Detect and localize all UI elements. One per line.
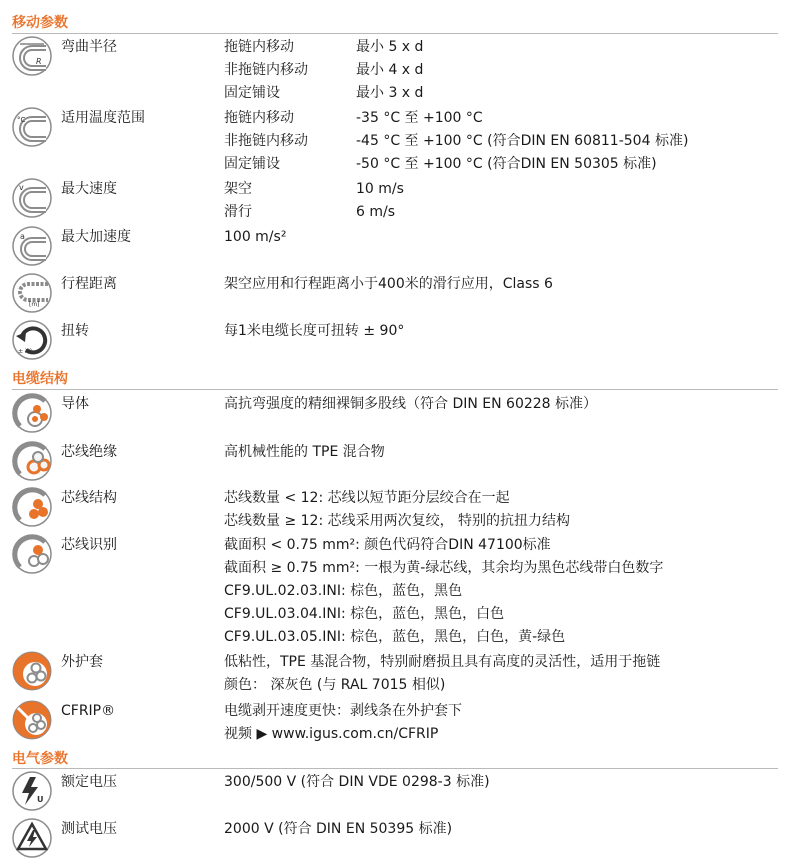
acceleration-icon <box>12 226 52 266</box>
param-value: 架空应用和行程距离小于400米的滑行应用，Class 6 <box>224 276 553 292</box>
param-label: 弯曲半径 <box>61 39 117 55</box>
svg-text:a: a <box>20 232 25 241</box>
param-value: 高抗弯强度的精细裸铜多股线（符合 DIN EN 60228 标准） <box>224 396 598 412</box>
param-key: 非拖链内移动 <box>224 62 308 78</box>
param-value: 低粘性，TPE 基混合物，特别耐磨损且具有高度的灵活性，适用于拖链 <box>224 654 661 670</box>
section-title-structure: 电缆结构 <box>12 371 68 387</box>
section-divider <box>12 768 778 769</box>
param-value: 最小 5 x d <box>356 39 424 55</box>
param-value: 6 m/s <box>356 204 396 220</box>
rated-voltage-icon <box>12 771 52 811</box>
section-title-electrical: 电气参数 <box>12 751 68 767</box>
param-label: 芯线识别 <box>61 537 117 553</box>
param-label: 额定电压 <box>61 774 117 790</box>
svg-text:± X°: ± X° <box>18 348 33 355</box>
param-value: -45 °C 至 +100 °C (符合DIN EN 60811-504 标准) <box>356 133 689 149</box>
param-key: 拖链内移动 <box>224 110 294 126</box>
section-divider <box>12 33 778 34</box>
section-divider <box>12 389 778 390</box>
param-value: 高机械性能的 TPE 混合物 <box>224 444 385 460</box>
param-label: 适用温度范围 <box>61 110 145 126</box>
bend-radius-icon <box>12 36 52 76</box>
speed-icon <box>12 178 52 218</box>
param-key: 滑行 <box>224 204 252 220</box>
param-value: CF9.UL.03.04.INI: 棕色，蓝色，黑色，白色 <box>224 606 505 622</box>
param-value: 2000 V (符合 DIN EN 50395 标准) <box>224 821 453 837</box>
param-value: 10 m/s <box>356 181 404 197</box>
param-label: 芯线结构 <box>61 490 117 506</box>
svg-text:U: U <box>37 795 44 804</box>
param-key: 固定铺设 <box>224 85 280 101</box>
conductor-icon <box>12 393 52 433</box>
param-value: 最小 3 x d <box>356 85 424 101</box>
param-label: 最大加速度 <box>61 229 131 245</box>
torsion-icon <box>12 320 52 360</box>
param-label: 扭转 <box>61 323 89 339</box>
param-key: 固定铺设 <box>224 156 280 172</box>
param-value: 芯线数量 < 12: 芯线以短节距分层绞合在一起 <box>224 490 510 506</box>
param-value: 100 m/s² <box>224 229 287 245</box>
param-key: 架空 <box>224 181 252 197</box>
param-label: 行程距离 <box>61 276 117 292</box>
param-value: 300/500 V (符合 DIN VDE 0298-3 标准) <box>224 774 490 790</box>
temperature-icon <box>12 107 52 147</box>
param-label: CFRIP® <box>61 703 116 719</box>
cfrip-icon <box>12 700 52 740</box>
param-label: 芯线绝缘 <box>61 444 117 460</box>
param-value: 截面积 < 0.75 mm²: 颜色代码符合DIN 47100标准 <box>224 537 551 553</box>
cfrip-video-link[interactable]: 视频 ▶ www.igus.com.cn/CFRIP <box>224 726 439 742</box>
svg-text:°C: °C <box>17 116 26 124</box>
section-title-movement: 移动参数 <box>12 15 68 31</box>
param-value: 截面积 ≥ 0.75 mm²: 一根为黄-绿芯线，其余均为黑色芯线带白色数字 <box>224 560 664 576</box>
core-identification-icon <box>12 534 52 574</box>
param-key: 非拖链内移动 <box>224 133 308 149</box>
param-value: 最小 4 x d <box>356 62 424 78</box>
param-value: 电缆剥开速度更快：剥线条在外护套下 <box>224 703 462 719</box>
param-value: CF9.UL.03.05.INI: 棕色，蓝色，黑色，白色，黄-绿色 <box>224 629 566 645</box>
param-label: 导体 <box>61 396 89 412</box>
param-value: -35 °C 至 +100 °C <box>356 110 483 126</box>
outer-jacket-icon <box>12 651 52 691</box>
param-value: 芯线数量 ≥ 12: 芯线采用两次复绞， 特别的抗扭力结构 <box>224 513 571 529</box>
param-key: 拖链内移动 <box>224 39 294 55</box>
core-insulation-icon <box>12 441 52 481</box>
travel-distance-icon <box>12 273 52 313</box>
param-value: -50 °C 至 +100 °C (符合DIN EN 50305 标准) <box>356 156 657 172</box>
param-label: 最大速度 <box>61 181 117 197</box>
param-value: CF9.UL.02.03.INI: 棕色，蓝色，黑色 <box>224 583 463 599</box>
param-label: 外护套 <box>61 654 103 670</box>
param-value: 颜色： 深灰色 (与 RAL 7015 相似) <box>224 677 446 693</box>
test-voltage-icon <box>12 818 52 858</box>
param-label: 测试电压 <box>61 821 117 837</box>
param-value: 每1米电缆长度可扭转 ± 90° <box>224 323 405 339</box>
svg-text:[m]: [m] <box>29 301 40 308</box>
svg-text:R: R <box>36 57 42 66</box>
svg-text:v: v <box>19 183 24 192</box>
core-structure-icon <box>12 487 52 527</box>
